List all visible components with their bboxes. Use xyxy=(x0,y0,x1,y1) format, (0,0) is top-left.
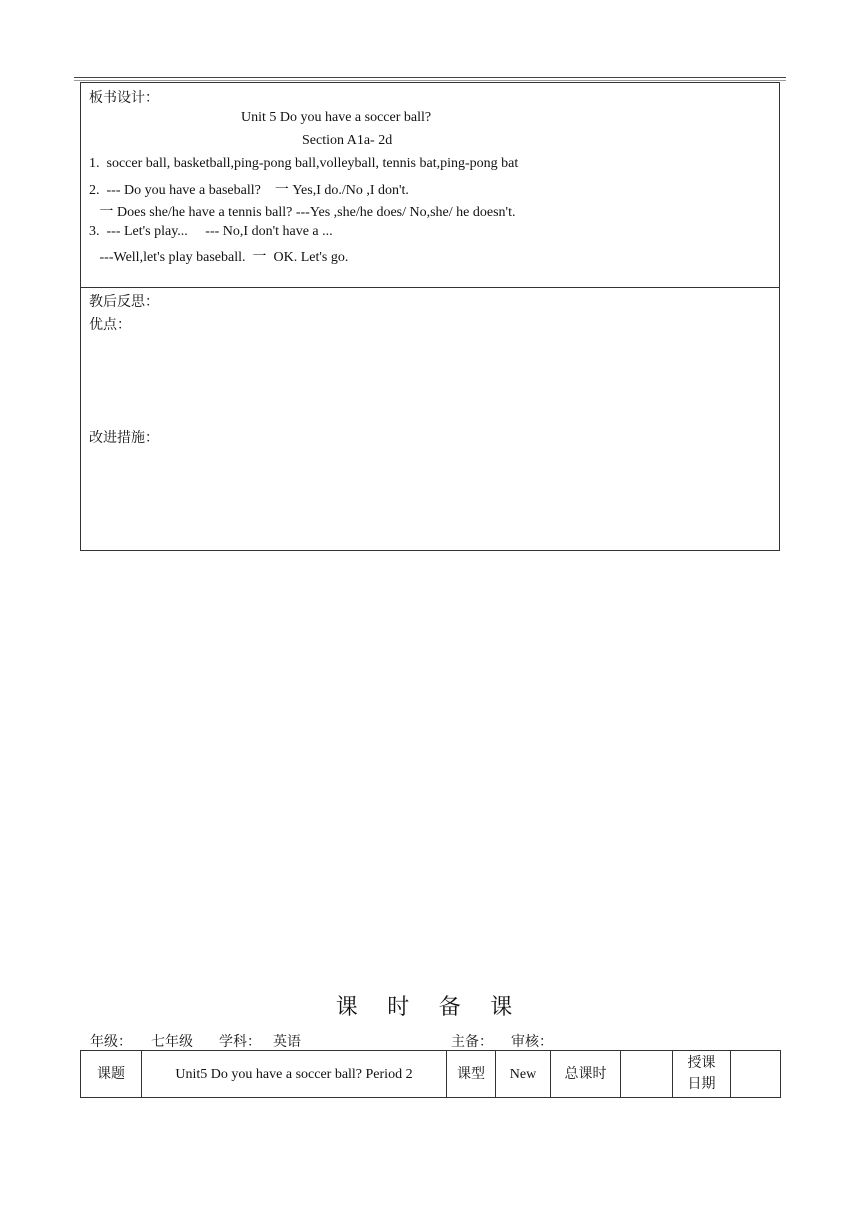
board-line-3: 一 Does she/he have a tennis ball? ---Yes ,she/he does/ No,she/ he doesn't. xyxy=(89,205,516,220)
board-line-4: 3. --- Let's play... --- No,I don't have a ... xyxy=(89,224,333,239)
board-line-1: 1. soccer ball, basketball,ping-pong ball,volleyball, tennis bat,ping-pong bat xyxy=(89,156,519,171)
section-title: Section A1a- 2d xyxy=(302,133,393,148)
date-value xyxy=(731,1051,781,1098)
unit-title: Unit 5 Do you have a soccer ball? xyxy=(241,110,432,125)
header-rule-secondary xyxy=(74,80,786,81)
lesson-plan-title: 课 时 备 课 xyxy=(335,994,525,1019)
total-hours-label: 总课时 xyxy=(551,1051,621,1098)
topic-value: Unit5 Do you have a soccer ball? Period 2 xyxy=(142,1051,447,1098)
grade-value: 七年级 xyxy=(151,1035,193,1050)
board-line-5: ---Well,let's play baseball. 一 OK. Let's go. xyxy=(89,250,349,265)
board-design-label: 板书设计： xyxy=(89,91,159,106)
subject-value: 英语 xyxy=(273,1035,301,1050)
date-label-line-2: 日期 xyxy=(687,1077,716,1092)
improvements-label: 改进措施： xyxy=(89,431,159,446)
header-rule xyxy=(74,77,786,78)
type-value: New xyxy=(496,1051,551,1098)
total-hours-value xyxy=(621,1051,673,1098)
reviewer-label: 审核： xyxy=(511,1035,553,1050)
preparer-label: 主备： xyxy=(451,1035,493,1050)
board-line-2: 2. --- Do you have a baseball? 一 Yes,I do./No ,I don't. xyxy=(89,183,409,198)
reflection-section xyxy=(80,287,780,551)
lesson-info-table xyxy=(80,1050,781,1098)
grade-label: 年级： xyxy=(90,1035,132,1050)
date-label xyxy=(673,1051,731,1098)
reflection-label: 教后反思： xyxy=(89,295,159,310)
board-design-section xyxy=(80,82,780,288)
subject-label: 学科： xyxy=(219,1035,261,1050)
date-label-line-1: 授课 xyxy=(687,1056,716,1071)
table-row xyxy=(81,1051,781,1098)
type-label: 课型 xyxy=(447,1051,496,1098)
topic-label: 课题 xyxy=(81,1051,142,1098)
strengths-label: 优点： xyxy=(89,318,131,333)
